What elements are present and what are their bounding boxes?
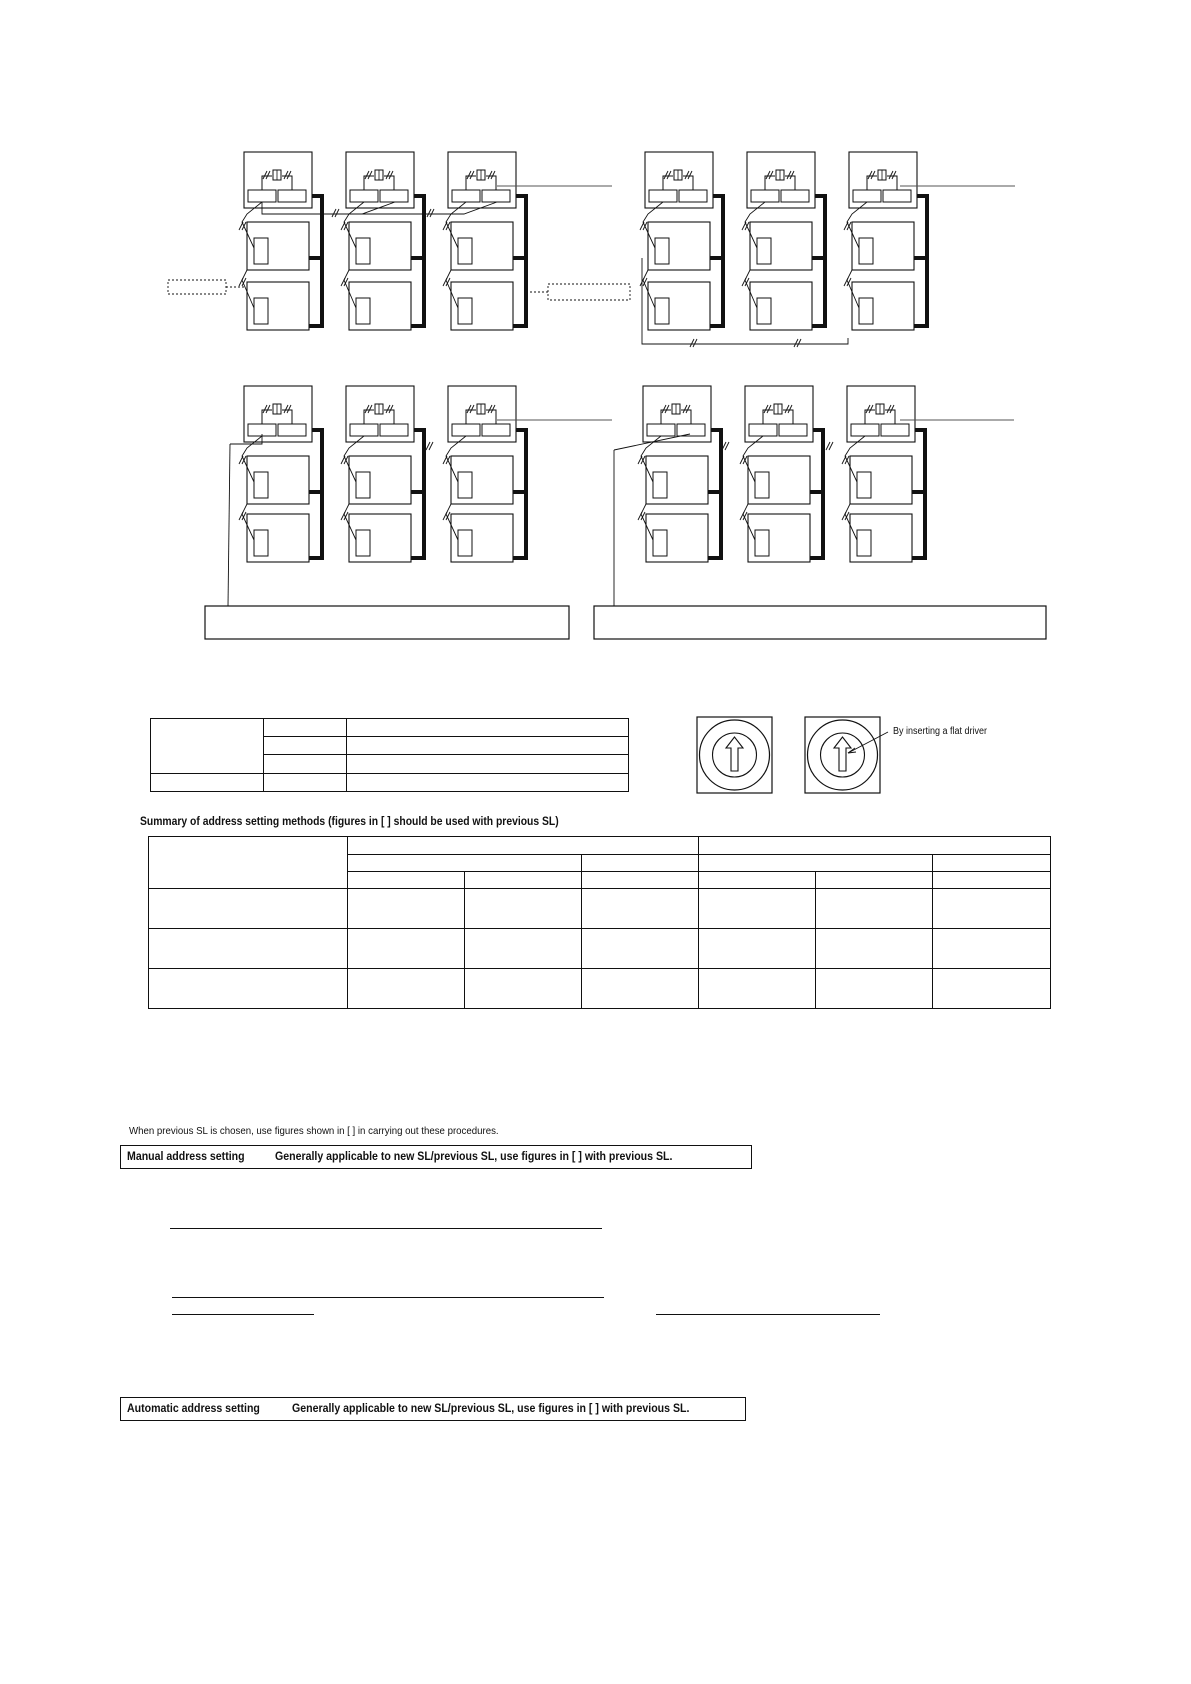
table-cell: [149, 929, 348, 969]
indoor-unit-box: [451, 514, 513, 562]
rotary-switch-right: [805, 717, 888, 793]
power-bus: [513, 196, 526, 326]
break-mark: [365, 171, 372, 179]
break-mark: [332, 209, 339, 217]
table-cell: [582, 889, 699, 929]
break-mark: [426, 442, 433, 450]
break-mark: [787, 171, 794, 179]
indoor-unit-box: [451, 222, 513, 270]
break-mark: [766, 171, 773, 179]
signal-wire: [242, 202, 262, 308]
table-cell: [582, 929, 699, 969]
signal-wire: [242, 436, 262, 540]
table-cell: [348, 929, 465, 969]
signal-wire: [643, 202, 663, 308]
outdoor-unit-group: [341, 386, 424, 562]
table-cell: [465, 929, 582, 969]
table-cell: [347, 737, 629, 755]
terminal-block: [851, 424, 879, 436]
blank-rule: [170, 1228, 602, 1229]
bus-drop-wire: [228, 444, 230, 606]
table-cell: [699, 872, 816, 889]
table-cell: [348, 837, 699, 855]
table-cell: [699, 855, 933, 872]
break-mark: [889, 171, 896, 179]
table-cell: [816, 969, 933, 1009]
break-mark: [764, 405, 771, 413]
terminal-block: [751, 190, 779, 202]
outdoor-unit-group: [640, 152, 723, 330]
terminal-block: [278, 190, 306, 202]
summary-heading: Summary of address setting methods (figures in [ ] should be used with previous SL): [140, 816, 559, 828]
table-cell: [465, 872, 582, 889]
indoor-terminal: [655, 298, 669, 324]
indoor-terminal: [755, 472, 769, 498]
terminal-block: [452, 424, 480, 436]
terminal-block: [677, 424, 705, 436]
indoor-unit-box: [349, 456, 411, 504]
outdoor-unit-group: [742, 152, 825, 330]
break-mark: [785, 405, 792, 413]
break-mark: [263, 405, 270, 413]
automatic-address-setting-box: [120, 1397, 746, 1421]
power-bus: [309, 430, 322, 558]
signal-wire: [743, 436, 763, 540]
indoor-terminal: [857, 472, 871, 498]
signal-wire: [847, 202, 867, 308]
table-cell: [465, 889, 582, 929]
manual-address-setting-label: Manual address setting: [127, 1151, 245, 1163]
terminal-block: [380, 190, 408, 202]
indoor-unit-box: [852, 222, 914, 270]
indoor-terminal: [653, 472, 667, 498]
table-cell: [933, 855, 1051, 872]
table-cell: [816, 929, 933, 969]
power-bus: [708, 430, 721, 558]
manual-address-setting-text: Generally applicable to new SL/previous SL, use figures in [ ] with previous SL.: [275, 1151, 673, 1163]
indoor-unit-box: [750, 282, 812, 330]
break-mark: [722, 442, 729, 450]
break-mark: [662, 405, 669, 413]
indoor-terminal: [458, 530, 472, 556]
power-bus: [912, 430, 925, 558]
controller-box: [594, 606, 1046, 639]
terminal-block: [647, 424, 675, 436]
break-mark: [427, 209, 434, 217]
terminal-block: [649, 190, 677, 202]
indoor-unit-box: [349, 514, 411, 562]
signal-wire: [845, 436, 865, 540]
break-mark: [386, 171, 393, 179]
break-mark: [685, 171, 692, 179]
terminal-block: [779, 424, 807, 436]
indoor-terminal: [254, 298, 268, 324]
outdoor-unit-group: [239, 152, 322, 330]
indoor-terminal: [356, 298, 370, 324]
power-bus: [710, 196, 723, 326]
power-bus: [513, 430, 526, 558]
break-mark: [467, 405, 474, 413]
indoor-terminal: [356, 472, 370, 498]
outdoor-unit-group: [638, 386, 721, 562]
indoor-terminal: [755, 530, 769, 556]
break-mark: [866, 405, 873, 413]
table-cell: [149, 969, 348, 1009]
indoor-terminal: [254, 530, 268, 556]
indoor-terminal: [254, 472, 268, 498]
previous-sl-note: When previous SL is chosen, use figures shown in [ ] in carrying out these procedures.: [129, 1125, 499, 1137]
outdoor-unit-group: [443, 152, 526, 330]
indoor-unit-box: [247, 282, 309, 330]
outdoor-unit-group: [443, 386, 526, 562]
power-bus: [914, 196, 927, 326]
indoor-terminal: [757, 238, 771, 264]
table-cell: [933, 889, 1051, 929]
table-cell: [348, 872, 465, 889]
break-mark: [868, 171, 875, 179]
rotary-switch-left: [697, 717, 772, 793]
indoor-unit-box: [646, 456, 708, 504]
table-cell: [699, 969, 816, 1009]
blank-rule: [656, 1314, 880, 1315]
break-mark: [488, 171, 495, 179]
indoor-terminal: [254, 238, 268, 264]
indoor-unit-box: [349, 222, 411, 270]
indoor-unit-box: [748, 456, 810, 504]
terminal-block: [380, 424, 408, 436]
indoor-unit-box: [648, 282, 710, 330]
signal-wire: [641, 436, 661, 540]
power-bus: [810, 430, 823, 558]
table-cell: [348, 889, 465, 929]
break-mark: [284, 405, 291, 413]
address-summary-table: [148, 836, 1051, 1009]
power-bus: [411, 430, 424, 558]
power-bus: [411, 196, 424, 326]
inter-unit-wire: [642, 258, 848, 344]
indoor-terminal: [356, 238, 370, 264]
signal-wire: [446, 436, 466, 540]
table-cell: [347, 719, 629, 737]
table-cell: [149, 889, 348, 929]
table-cell: [933, 929, 1051, 969]
indoor-terminal: [655, 238, 669, 264]
switch-setting-table: [150, 718, 629, 792]
break-mark: [826, 442, 833, 450]
indoor-unit-box: [750, 222, 812, 270]
table-cell: [151, 719, 264, 774]
signal-wire: [745, 202, 765, 308]
table-cell: [149, 837, 348, 889]
break-mark: [488, 405, 495, 413]
break-mark: [794, 339, 801, 347]
power-bus: [309, 196, 322, 326]
rotary-switch-note: By inserting a flat driver: [893, 726, 988, 737]
indoor-terminal: [458, 472, 472, 498]
terminal-block: [350, 424, 378, 436]
outdoor-unit-group: [341, 152, 424, 330]
indoor-terminal: [653, 530, 667, 556]
indoor-unit-box: [748, 514, 810, 562]
indoor-unit-box: [850, 514, 912, 562]
table-cell: [816, 872, 933, 889]
indoor-terminal: [458, 238, 472, 264]
terminal-block: [679, 190, 707, 202]
table-cell: [348, 855, 582, 872]
table-cell: [347, 774, 629, 792]
dotted-box: [548, 284, 630, 300]
automatic-address-setting-text: Generally applicable to new SL/previous SL, use figures in [ ] with previous SL.: [291, 1403, 690, 1415]
outdoor-unit-group: [740, 386, 823, 562]
break-mark: [284, 171, 291, 179]
table-cell: [933, 969, 1051, 1009]
break-mark: [386, 405, 393, 413]
indoor-unit-box: [451, 282, 513, 330]
terminal-block: [278, 424, 306, 436]
break-mark: [690, 339, 697, 347]
signal-wire: [344, 202, 364, 308]
break-mark: [467, 171, 474, 179]
table-cell: [582, 855, 699, 872]
break-mark: [664, 171, 671, 179]
terminal-block: [781, 190, 809, 202]
table-cell: [699, 889, 816, 929]
terminal-block: [853, 190, 881, 202]
indoor-terminal: [857, 530, 871, 556]
blank-rule: [172, 1297, 604, 1298]
table-row: [149, 889, 1051, 929]
indoor-unit-box: [451, 456, 513, 504]
indoor-unit-box: [646, 514, 708, 562]
indoor-unit-box: [349, 282, 411, 330]
power-bus: [812, 196, 825, 326]
table-cell: [264, 774, 347, 792]
indoor-unit-box: [247, 456, 309, 504]
terminal-block: [452, 190, 480, 202]
table-cell: [348, 969, 465, 1009]
table-cell: [347, 755, 629, 774]
terminal-block: [881, 424, 909, 436]
break-mark: [365, 405, 372, 413]
outdoor-unit-group: [844, 152, 927, 330]
indoor-unit-box: [648, 222, 710, 270]
outdoor-unit-group: [239, 386, 322, 562]
terminal-block: [883, 190, 911, 202]
indoor-unit-box: [852, 282, 914, 330]
table-cell: [264, 719, 347, 737]
arrow-up-icon: [834, 737, 851, 771]
table-row: [149, 969, 1051, 1009]
table-cell: [816, 889, 933, 929]
terminal-block: [248, 190, 276, 202]
table-row: [149, 929, 1051, 969]
manual-address-setting-box: [120, 1145, 752, 1169]
signal-wire: [344, 436, 364, 540]
indoor-terminal: [757, 298, 771, 324]
indoor-terminal: [458, 298, 472, 324]
indoor-terminal: [859, 238, 873, 264]
terminal-block: [482, 424, 510, 436]
break-mark: [263, 171, 270, 179]
arrow-up-icon: [726, 737, 743, 771]
terminal-block: [350, 190, 378, 202]
table-cell: [465, 969, 582, 1009]
indoor-terminal: [859, 298, 873, 324]
terminal-block: [749, 424, 777, 436]
table-cell: [582, 872, 699, 889]
outdoor-unit-group: [842, 386, 925, 562]
table-cell: [264, 737, 347, 755]
table-cell: [151, 774, 264, 792]
break-mark: [887, 405, 894, 413]
table-cell: [933, 872, 1051, 889]
terminal-block: [482, 190, 510, 202]
table-cell: [699, 837, 1051, 855]
dotted-box: [168, 280, 226, 294]
blank-rule: [172, 1314, 314, 1315]
break-mark: [683, 405, 690, 413]
indoor-terminal: [356, 530, 370, 556]
indoor-unit-box: [247, 222, 309, 270]
indoor-unit-box: [850, 456, 912, 504]
table-cell: [264, 755, 347, 774]
table-cell: [582, 969, 699, 1009]
signal-wire: [446, 202, 466, 308]
table-cell: [699, 929, 816, 969]
indoor-unit-box: [247, 514, 309, 562]
automatic-address-setting-label: Automatic address setting: [127, 1403, 260, 1415]
controller-box: [205, 606, 569, 639]
